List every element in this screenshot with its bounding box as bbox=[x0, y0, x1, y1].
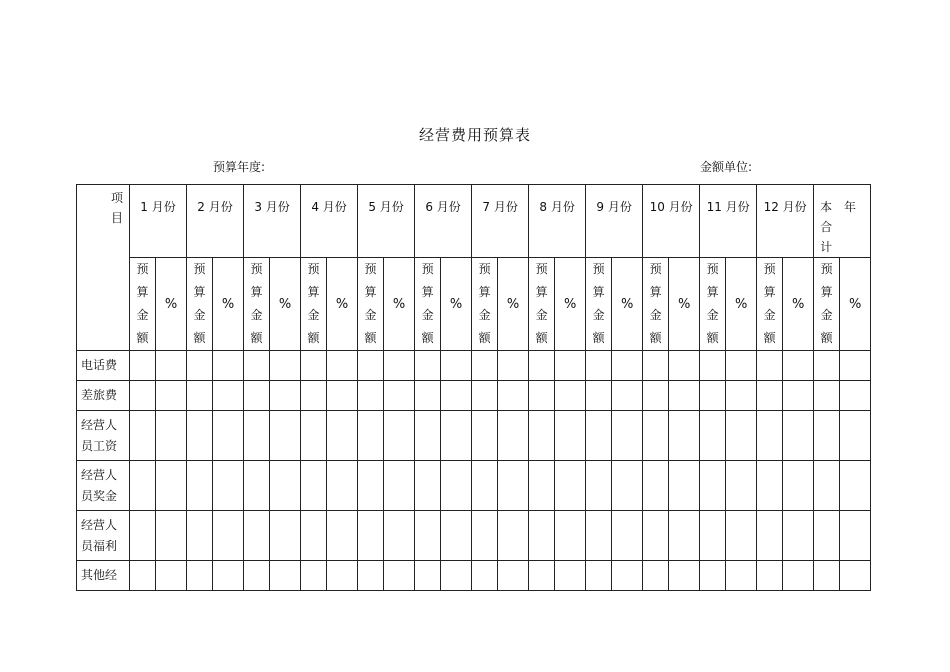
budget-amount-header-line: 预 bbox=[136, 262, 149, 276]
table-cell[interactable] bbox=[783, 411, 814, 461]
percent-header: % bbox=[555, 258, 586, 351]
table-cell[interactable] bbox=[270, 461, 301, 511]
table-cell[interactable] bbox=[384, 411, 415, 461]
table-cell[interactable] bbox=[358, 381, 384, 411]
table-cell[interactable] bbox=[384, 351, 415, 381]
table-cell[interactable] bbox=[586, 351, 612, 381]
table-cell[interactable] bbox=[669, 561, 700, 591]
row-label-line: 员工资 bbox=[81, 438, 118, 453]
table-cell[interactable] bbox=[156, 411, 187, 461]
percent-header: % bbox=[384, 258, 415, 351]
table-cell[interactable] bbox=[213, 511, 244, 561]
table-cell[interactable] bbox=[301, 381, 327, 411]
table-cell[interactable] bbox=[840, 381, 871, 411]
month-header-3: 3 月份 bbox=[244, 185, 301, 258]
row-label bbox=[77, 411, 130, 461]
budget-amount-header-line: 算 bbox=[421, 285, 434, 299]
budget-amount-header-line: 额 bbox=[478, 331, 491, 345]
table-cell[interactable] bbox=[301, 561, 327, 591]
budget-amount-header-line: 预 bbox=[364, 262, 377, 276]
budget-amount-header-line: 金 bbox=[706, 308, 719, 322]
table-cell[interactable] bbox=[555, 461, 586, 511]
table-cell[interactable] bbox=[441, 511, 472, 561]
table-cell[interactable] bbox=[700, 351, 726, 381]
table-cell[interactable] bbox=[529, 511, 555, 561]
table-cell[interactable] bbox=[757, 351, 783, 381]
item-header-cell bbox=[77, 185, 130, 351]
percent-header: % bbox=[612, 258, 643, 351]
item-header-line: 目 bbox=[110, 211, 123, 225]
header-row-subcolumns bbox=[77, 258, 871, 351]
table-cell[interactable] bbox=[130, 461, 156, 511]
table-cell[interactable] bbox=[840, 351, 871, 381]
budget-amount-header-line: 金 bbox=[250, 308, 263, 322]
table-cell[interactable] bbox=[669, 461, 700, 511]
table-cell[interactable] bbox=[156, 461, 187, 511]
budget-amount-header-line: 算 bbox=[535, 285, 548, 299]
table-cell[interactable] bbox=[156, 351, 187, 381]
table-cell[interactable] bbox=[783, 381, 814, 411]
annual-total-header-line: 计 bbox=[820, 240, 837, 254]
table-cell[interactable] bbox=[726, 511, 757, 561]
table-cell[interactable] bbox=[612, 381, 643, 411]
month-header-8: 8 月份 bbox=[529, 185, 586, 258]
budget-amount-header-line: 金 bbox=[820, 308, 833, 322]
budget-amount-header-line: 算 bbox=[820, 285, 833, 299]
table-cell[interactable] bbox=[187, 351, 213, 381]
budget-amount-header-line: 额 bbox=[763, 331, 776, 345]
table-cell[interactable] bbox=[643, 461, 669, 511]
budget-amount-header bbox=[757, 258, 783, 351]
table-cell[interactable] bbox=[358, 461, 384, 511]
table-cell[interactable] bbox=[213, 561, 244, 591]
table-cell[interactable] bbox=[301, 351, 327, 381]
budget-table bbox=[76, 184, 871, 591]
table-cell[interactable] bbox=[213, 411, 244, 461]
table-cell[interactable] bbox=[270, 411, 301, 461]
month-header-12: 12 月份 bbox=[757, 185, 814, 258]
row-label bbox=[77, 511, 130, 561]
table-cell[interactable] bbox=[840, 411, 871, 461]
budget-amount-header-line: 金 bbox=[763, 308, 776, 322]
percent-header: % bbox=[726, 258, 757, 351]
percent-header: % bbox=[441, 258, 472, 351]
table-cell[interactable] bbox=[130, 411, 156, 461]
budget-amount-header bbox=[814, 258, 840, 351]
row-label bbox=[77, 561, 130, 591]
percent-header: % bbox=[213, 258, 244, 351]
budget-amount-header bbox=[244, 258, 270, 351]
table-cell[interactable] bbox=[441, 461, 472, 511]
table-cell[interactable] bbox=[669, 351, 700, 381]
table-cell[interactable] bbox=[700, 511, 726, 561]
table-cell[interactable] bbox=[415, 351, 441, 381]
table-cell[interactable] bbox=[384, 461, 415, 511]
table-cell[interactable] bbox=[783, 511, 814, 561]
table-cell[interactable] bbox=[130, 351, 156, 381]
month-header-4: 4 月份 bbox=[301, 185, 358, 258]
table-cell[interactable] bbox=[130, 511, 156, 561]
table-cell[interactable] bbox=[472, 381, 498, 411]
budget-amount-header bbox=[643, 258, 669, 351]
table-cell[interactable] bbox=[840, 511, 871, 561]
table-cell[interactable] bbox=[156, 381, 187, 411]
row-label-line: 经营人 bbox=[81, 467, 118, 482]
table-cell[interactable] bbox=[814, 511, 840, 561]
row-label bbox=[77, 381, 130, 411]
table-cell[interactable] bbox=[555, 351, 586, 381]
table-cell[interactable] bbox=[472, 561, 498, 591]
table-cell[interactable] bbox=[555, 561, 586, 591]
table-cell[interactable] bbox=[612, 511, 643, 561]
table-cell[interactable] bbox=[384, 561, 415, 591]
table-cell[interactable] bbox=[555, 381, 586, 411]
amount-unit-label: 金额单位: bbox=[700, 160, 753, 174]
table-cell[interactable] bbox=[415, 381, 441, 411]
table-cell[interactable] bbox=[415, 461, 441, 511]
table-cell[interactable] bbox=[643, 381, 669, 411]
row-label-line: 员福利 bbox=[81, 538, 118, 553]
month-header-5: 5 月份 bbox=[358, 185, 415, 258]
percent-header: % bbox=[669, 258, 700, 351]
month-header-10: 10 月份 bbox=[643, 185, 700, 258]
table-cell[interactable] bbox=[270, 381, 301, 411]
budget-amount-header-line: 额 bbox=[193, 331, 206, 345]
budget-amount-header-line: 额 bbox=[421, 331, 434, 345]
table-cell[interactable] bbox=[840, 461, 871, 511]
budget-amount-header-line: 额 bbox=[307, 331, 320, 345]
budget-amount-header-line: 预 bbox=[706, 262, 719, 276]
budget-amount-header-line: 金 bbox=[307, 308, 320, 322]
table-cell[interactable] bbox=[358, 351, 384, 381]
table-cell[interactable] bbox=[700, 461, 726, 511]
row-label-line: 电话费 bbox=[81, 358, 118, 372]
budget-amount-header-line: 金 bbox=[364, 308, 377, 322]
table-cell[interactable] bbox=[327, 381, 358, 411]
budget-amount-header bbox=[301, 258, 327, 351]
table-cell[interactable] bbox=[498, 561, 529, 591]
row-label bbox=[77, 351, 130, 381]
table-cell[interactable] bbox=[814, 381, 840, 411]
budget-amount-header-line: 算 bbox=[250, 285, 263, 299]
table-cell[interactable] bbox=[757, 381, 783, 411]
table-cell[interactable] bbox=[783, 461, 814, 511]
table-cell[interactable] bbox=[244, 381, 270, 411]
table-cell[interactable] bbox=[213, 461, 244, 511]
table-cell[interactable] bbox=[586, 411, 612, 461]
month-header-7: 7 月份 bbox=[472, 185, 529, 258]
budget-amount-header bbox=[529, 258, 555, 351]
table-cell[interactable] bbox=[612, 561, 643, 591]
row-label-line: 员奖金 bbox=[81, 488, 118, 503]
table-cell[interactable] bbox=[187, 461, 213, 511]
table-cell[interactable] bbox=[529, 411, 555, 461]
table-cell[interactable] bbox=[187, 561, 213, 591]
table-cell[interactable] bbox=[555, 511, 586, 561]
table-cell[interactable] bbox=[358, 561, 384, 591]
budget-amount-header-line: 额 bbox=[364, 331, 377, 345]
table-cell[interactable] bbox=[498, 511, 529, 561]
budget-amount-header bbox=[700, 258, 726, 351]
budget-amount-header-line: 算 bbox=[307, 285, 320, 299]
table-cell[interactable] bbox=[840, 561, 871, 591]
budget-amount-header-line: 算 bbox=[478, 285, 491, 299]
table-cell[interactable] bbox=[415, 561, 441, 591]
table-cell[interactable] bbox=[244, 411, 270, 461]
table-cell[interactable] bbox=[472, 461, 498, 511]
table-cell[interactable] bbox=[358, 411, 384, 461]
budget-amount-header-line: 算 bbox=[364, 285, 377, 299]
header-row-months bbox=[77, 185, 871, 258]
table-cell[interactable] bbox=[244, 351, 270, 381]
budget-amount-header-line: 额 bbox=[592, 331, 605, 345]
budget-amount-header-line: 金 bbox=[478, 308, 491, 322]
table-cell[interactable] bbox=[586, 561, 612, 591]
table-cell[interactable] bbox=[156, 561, 187, 591]
table-cell[interactable] bbox=[757, 411, 783, 461]
table-cell[interactable] bbox=[529, 381, 555, 411]
table-cell[interactable] bbox=[187, 511, 213, 561]
row-label-line: 经营人 bbox=[81, 517, 118, 532]
annual-total-header-line: 本 年 合 bbox=[820, 200, 860, 234]
table-cell[interactable] bbox=[757, 511, 783, 561]
table-cell[interactable] bbox=[187, 411, 213, 461]
budget-amount-header-line: 额 bbox=[820, 331, 833, 345]
percent-header: % bbox=[840, 258, 871, 351]
budget-amount-header bbox=[586, 258, 612, 351]
table-cell[interactable] bbox=[783, 561, 814, 591]
table-cell[interactable] bbox=[301, 511, 327, 561]
month-header-2: 2 月份 bbox=[187, 185, 244, 258]
table-cell[interactable] bbox=[327, 511, 358, 561]
budget-amount-header-line: 金 bbox=[592, 308, 605, 322]
table-cell[interactable] bbox=[130, 381, 156, 411]
percent-header: % bbox=[498, 258, 529, 351]
table-cell[interactable] bbox=[213, 381, 244, 411]
budget-amount-header-line: 额 bbox=[535, 331, 548, 345]
table-cell[interactable] bbox=[700, 411, 726, 461]
month-header-1: 1 月份 bbox=[130, 185, 187, 258]
table-cell[interactable] bbox=[498, 411, 529, 461]
budget-amount-header-line: 金 bbox=[421, 308, 434, 322]
table-cell[interactable] bbox=[244, 461, 270, 511]
budget-amount-header-line: 预 bbox=[820, 262, 833, 276]
table-cell[interactable] bbox=[498, 381, 529, 411]
table-cell[interactable] bbox=[586, 461, 612, 511]
table-row bbox=[77, 511, 871, 561]
table-cell[interactable] bbox=[612, 411, 643, 461]
table-cell[interactable] bbox=[384, 511, 415, 561]
table-cell[interactable] bbox=[643, 351, 669, 381]
table-cell[interactable] bbox=[612, 351, 643, 381]
budget-amount-header-line: 算 bbox=[592, 285, 605, 299]
table-cell[interactable] bbox=[441, 381, 472, 411]
budget-amount-header-line: 算 bbox=[193, 285, 206, 299]
table-cell[interactable] bbox=[327, 351, 358, 381]
table-cell[interactable] bbox=[415, 411, 441, 461]
table-cell[interactable] bbox=[415, 511, 441, 561]
table-cell[interactable] bbox=[156, 511, 187, 561]
month-header-9: 9 月份 bbox=[586, 185, 643, 258]
table-row bbox=[77, 351, 871, 381]
table-cell[interactable] bbox=[472, 411, 498, 461]
table-cell[interactable] bbox=[498, 461, 529, 511]
budget-amount-header-line: 额 bbox=[136, 331, 149, 345]
budget-amount-header-line: 预 bbox=[592, 262, 605, 276]
table-cell[interactable] bbox=[472, 511, 498, 561]
table-cell[interactable] bbox=[669, 411, 700, 461]
table-row bbox=[77, 381, 871, 411]
budget-amount-header-line: 金 bbox=[136, 308, 149, 322]
budget-amount-header-line: 额 bbox=[706, 331, 719, 345]
budget-amount-header-line: 预 bbox=[535, 262, 548, 276]
budget-amount-header-line: 预 bbox=[421, 262, 434, 276]
table-cell[interactable] bbox=[441, 411, 472, 461]
percent-header: % bbox=[156, 258, 187, 351]
table-cell[interactable] bbox=[358, 511, 384, 561]
table-cell[interactable] bbox=[814, 411, 840, 461]
month-header-6: 6 月份 bbox=[415, 185, 472, 258]
table-cell[interactable] bbox=[529, 561, 555, 591]
document-title: 经营费用预算表 bbox=[418, 126, 531, 144]
budget-amount-header-line: 预 bbox=[649, 262, 662, 276]
row-label bbox=[77, 461, 130, 511]
month-header-11: 11 月份 bbox=[700, 185, 757, 258]
percent-header: % bbox=[327, 258, 358, 351]
table-cell[interactable] bbox=[612, 461, 643, 511]
table-cell[interactable] bbox=[270, 511, 301, 561]
row-label-line: 其他经 bbox=[81, 568, 118, 582]
table-cell[interactable] bbox=[669, 511, 700, 561]
table-cell[interactable] bbox=[757, 561, 783, 591]
table-cell[interactable] bbox=[700, 381, 726, 411]
row-label-line: 差旅费 bbox=[81, 388, 118, 402]
table-cell[interactable] bbox=[669, 381, 700, 411]
budget-amount-header-line: 金 bbox=[649, 308, 662, 322]
table-cell[interactable] bbox=[213, 351, 244, 381]
budget-amount-header-line: 预 bbox=[193, 262, 206, 276]
table-cell[interactable] bbox=[244, 561, 270, 591]
budget-amount-header bbox=[130, 258, 156, 351]
table-cell[interactable] bbox=[529, 351, 555, 381]
table-cell[interactable] bbox=[726, 561, 757, 591]
item-header-line: 项 bbox=[110, 191, 123, 205]
table-cell[interactable] bbox=[498, 351, 529, 381]
table-cell[interactable] bbox=[643, 511, 669, 561]
table-cell[interactable] bbox=[301, 461, 327, 511]
budget-year-label: 预算年度: bbox=[213, 160, 266, 174]
table-cell[interactable] bbox=[814, 351, 840, 381]
row-label-line: 经营人 bbox=[81, 417, 118, 432]
table-cell[interactable] bbox=[244, 511, 270, 561]
table-cell[interactable] bbox=[270, 351, 301, 381]
budget-amount-header bbox=[472, 258, 498, 351]
table-cell[interactable] bbox=[586, 381, 612, 411]
table-cell[interactable] bbox=[327, 411, 358, 461]
table-cell[interactable] bbox=[441, 561, 472, 591]
table-cell[interactable] bbox=[726, 351, 757, 381]
table-cell[interactable] bbox=[555, 411, 586, 461]
table-cell[interactable] bbox=[814, 461, 840, 511]
table-cell[interactable] bbox=[726, 411, 757, 461]
budget-amount-header-line: 金 bbox=[535, 308, 548, 322]
table-cell[interactable] bbox=[529, 461, 555, 511]
table-cell[interactable] bbox=[586, 511, 612, 561]
table-row bbox=[77, 411, 871, 461]
budget-amount-header-line: 算 bbox=[706, 285, 719, 299]
percent-header: % bbox=[783, 258, 814, 351]
budget-amount-header-line: 算 bbox=[763, 285, 776, 299]
percent-header: % bbox=[270, 258, 301, 351]
table-cell[interactable] bbox=[327, 461, 358, 511]
budget-amount-header-line: 额 bbox=[649, 331, 662, 345]
table-row bbox=[77, 561, 871, 591]
budget-amount-header-line: 额 bbox=[250, 331, 263, 345]
table-cell[interactable] bbox=[814, 561, 840, 591]
budget-amount-header-line: 预 bbox=[478, 262, 491, 276]
table-row bbox=[77, 461, 871, 511]
annual-total-header bbox=[814, 185, 871, 258]
budget-amount-header-line: 算 bbox=[649, 285, 662, 299]
table-cell[interactable] bbox=[643, 411, 669, 461]
table-cell[interactable] bbox=[700, 561, 726, 591]
table-cell[interactable] bbox=[327, 561, 358, 591]
table-cell[interactable] bbox=[130, 561, 156, 591]
table-cell[interactable] bbox=[783, 351, 814, 381]
budget-amount-header-line: 预 bbox=[307, 262, 320, 276]
budget-amount-header bbox=[187, 258, 213, 351]
table-cell[interactable] bbox=[187, 381, 213, 411]
table-cell[interactable] bbox=[726, 381, 757, 411]
table-cell[interactable] bbox=[301, 411, 327, 461]
table-cell[interactable] bbox=[270, 561, 301, 591]
budget-amount-header-line: 算 bbox=[136, 285, 149, 299]
budget-amount-header-line: 预 bbox=[763, 262, 776, 276]
table-cell[interactable] bbox=[441, 351, 472, 381]
table-cell[interactable] bbox=[757, 461, 783, 511]
table-cell[interactable] bbox=[643, 561, 669, 591]
table-cell[interactable] bbox=[384, 381, 415, 411]
budget-amount-header bbox=[415, 258, 441, 351]
budget-amount-header-line: 金 bbox=[193, 308, 206, 322]
budget-amount-header bbox=[358, 258, 384, 351]
table-cell[interactable] bbox=[726, 461, 757, 511]
budget-amount-header-line: 预 bbox=[250, 262, 263, 276]
table-cell[interactable] bbox=[472, 351, 498, 381]
